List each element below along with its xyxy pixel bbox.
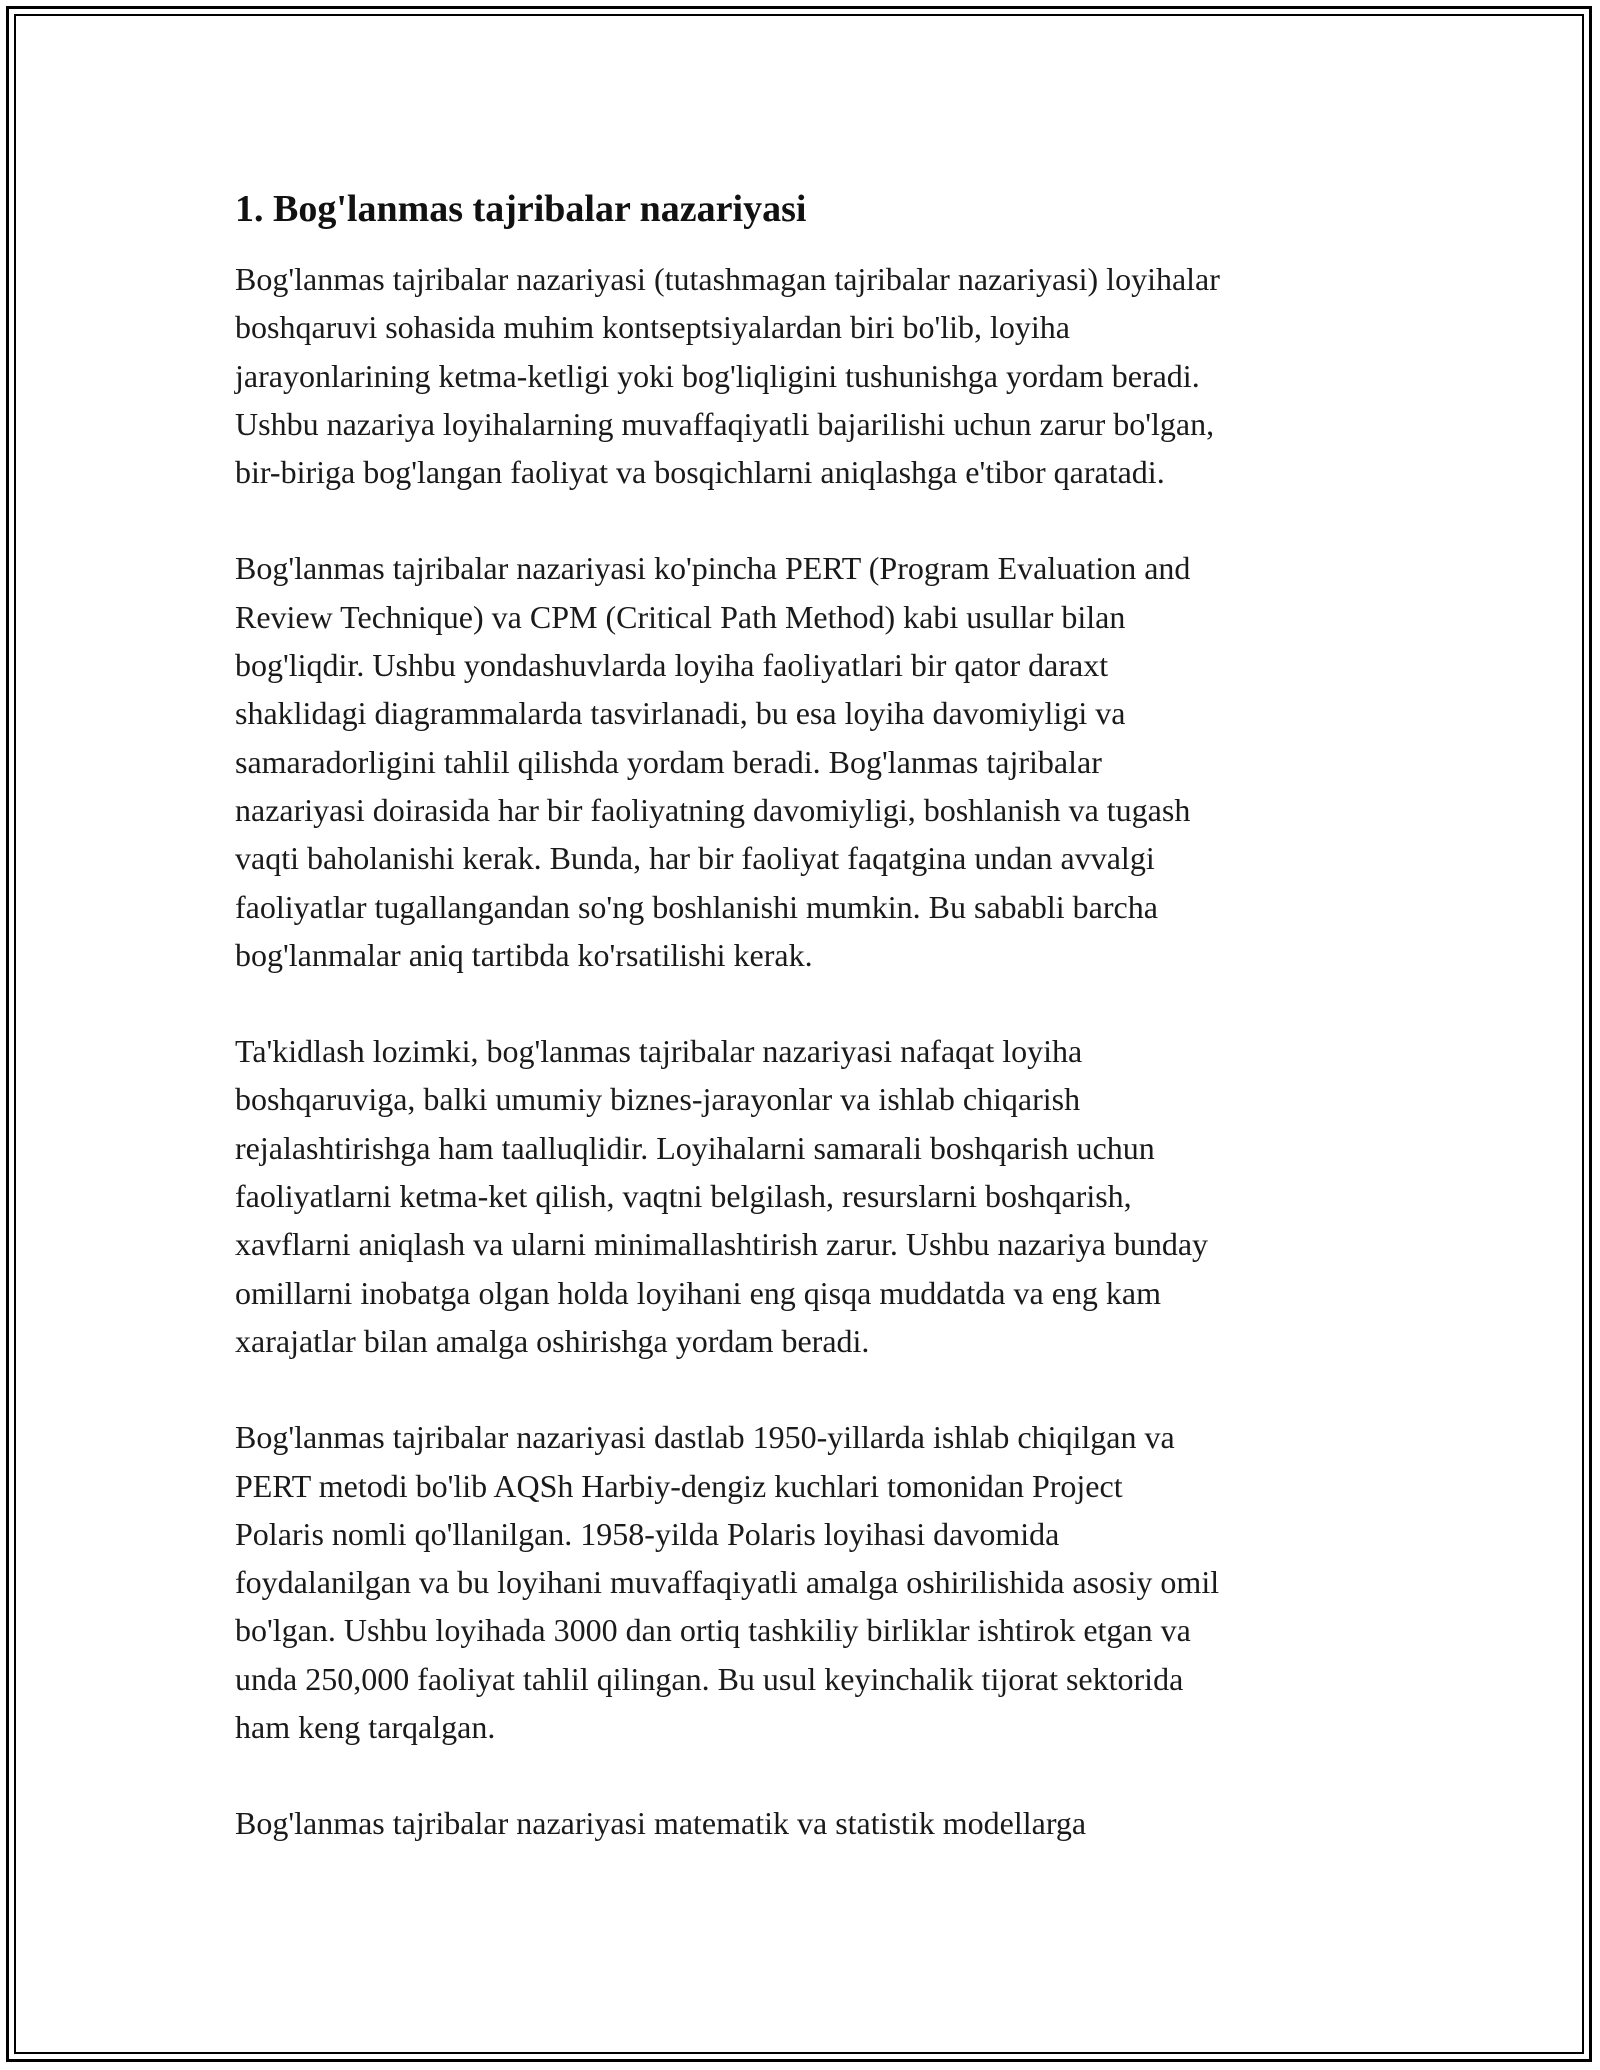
paragraph-2 (235, 544, 1370, 979)
text-line: bog'liqdir. Ushbu yondashuvlarda loyiha faoliyatlari bir qator daraxt (235, 647, 1109, 684)
text-line: Bog'lanmas tajribalar nazariyasi ko'pincha PERT (Program Evaluation and (235, 550, 1191, 587)
text-line: boshqaruvi sohasida muhim kontseptsiyalardan biri bo'lib, loyiha (235, 309, 1070, 346)
paragraph-5 (235, 1799, 1370, 1847)
text-line: xavflarni aniqlash va ularni minimallashtirish zarur. Ushbu nazariya bunday (235, 1226, 1209, 1263)
text-line: samaradorligini tahlil qilishda yordam beradi. Bog'lanmas tajribalar (235, 743, 1102, 780)
text-line: unda 250,000 faoliyat tahlil qilingan. Bu usul keyinchalik tijorat sektorida (235, 1660, 1184, 1697)
text-line: rejalashtirishga ham taalluqlidir. Loyihalarni samarali boshqarish uchun (235, 1129, 1155, 1166)
text-line: nazariyasi doirasida har bir faoliyatning davomiyligi, boshlanish va tugash (235, 791, 1191, 828)
paragraph-3 (235, 1027, 1370, 1365)
paragraph-1 (235, 255, 1370, 496)
text-line: bir-biriga bog'langan faoliyat va bosqichlarni aniqlashga e'tibor qaratadi. (235, 454, 1165, 491)
text-line: bo'lgan. Ushbu loyihada 3000 dan ortiq tashkiliy birliklar ishtirok etgan va (235, 1612, 1191, 1649)
text-line: Review Technique) va CPM (Critical Path Method) kabi usullar bilan (235, 598, 1126, 635)
text-line: bog'lanmalar aniq tartibda ko'rsatilishi kerak. (235, 936, 813, 973)
text-line: Ushbu nazariya loyihalarning muvaffaqiyatli bajarilishi uchun zarur bo'lgan, (235, 405, 1215, 442)
section-heading: 1. Bog'lanmas tajribalar nazariyasi (235, 188, 807, 230)
text-line: faoliyatlarni ketma-ket qilish, vaqtni belgilash, resurslarni boshqarish, (235, 1178, 1132, 1215)
text-line: jarayonlarining ketma-ketligi yoki bog'liqligini tushunishga yordam beradi. (235, 357, 1200, 394)
text-line: omillarni inobatga olgan holda loyihani eng qisqa muddatda va eng kam (235, 1274, 1161, 1311)
text-line: faoliyatlar tugallangandan so'ng boshlanishi mumkin. Bu sababli barcha (235, 888, 1158, 925)
paragraph-4 (235, 1413, 1370, 1751)
text-line: foydalanilgan va bu loyihani muvaffaqiyatli amalga oshirilishida asosiy omil (235, 1564, 1220, 1601)
text-line: vaqti baholanishi kerak. Bunda, har bir faoliyat faqatgina undan avvalgi (235, 840, 1155, 877)
text-line: Bog'lanmas tajribalar nazariyasi dastlab 1950-yillarda ishlab chiqilgan va (235, 1419, 1175, 1456)
text-line: xarajatlar bilan amalga oshirishga yordam beradi. (235, 1322, 870, 1359)
document-body (235, 185, 1370, 1896)
text-line: Ta'kidlash lozimki, bog'lanmas tajribalar nazariyasi nafaqat loyiha (235, 1033, 1083, 1070)
text-line: boshqaruviga, balki umumiy biznes-jarayonlar va ishlab chiqarish (235, 1081, 1081, 1118)
text-line: ham keng tarqalgan. (235, 1709, 496, 1746)
text-line: Polaris nomli qo'llanilgan. 1958-yilda Polaris loyihasi davomida (235, 1515, 1060, 1552)
text-line: PERT metodi bo'lib AQSh Harbiy-dengiz kuchlari tomonidan Project (235, 1467, 1123, 1504)
text-line: Bog'lanmas tajribalar nazariyasi (tutashmagan tajribalar nazariyasi) loyihalar (235, 261, 1220, 297)
text-line: shaklidagi diagrammalarda tasvirlanadi, bu esa loyiha davomiyligi va (235, 695, 1126, 732)
text-line: Bog'lanmas tajribalar nazariyasi matematik va statistik modellarga (235, 1805, 1087, 1842)
